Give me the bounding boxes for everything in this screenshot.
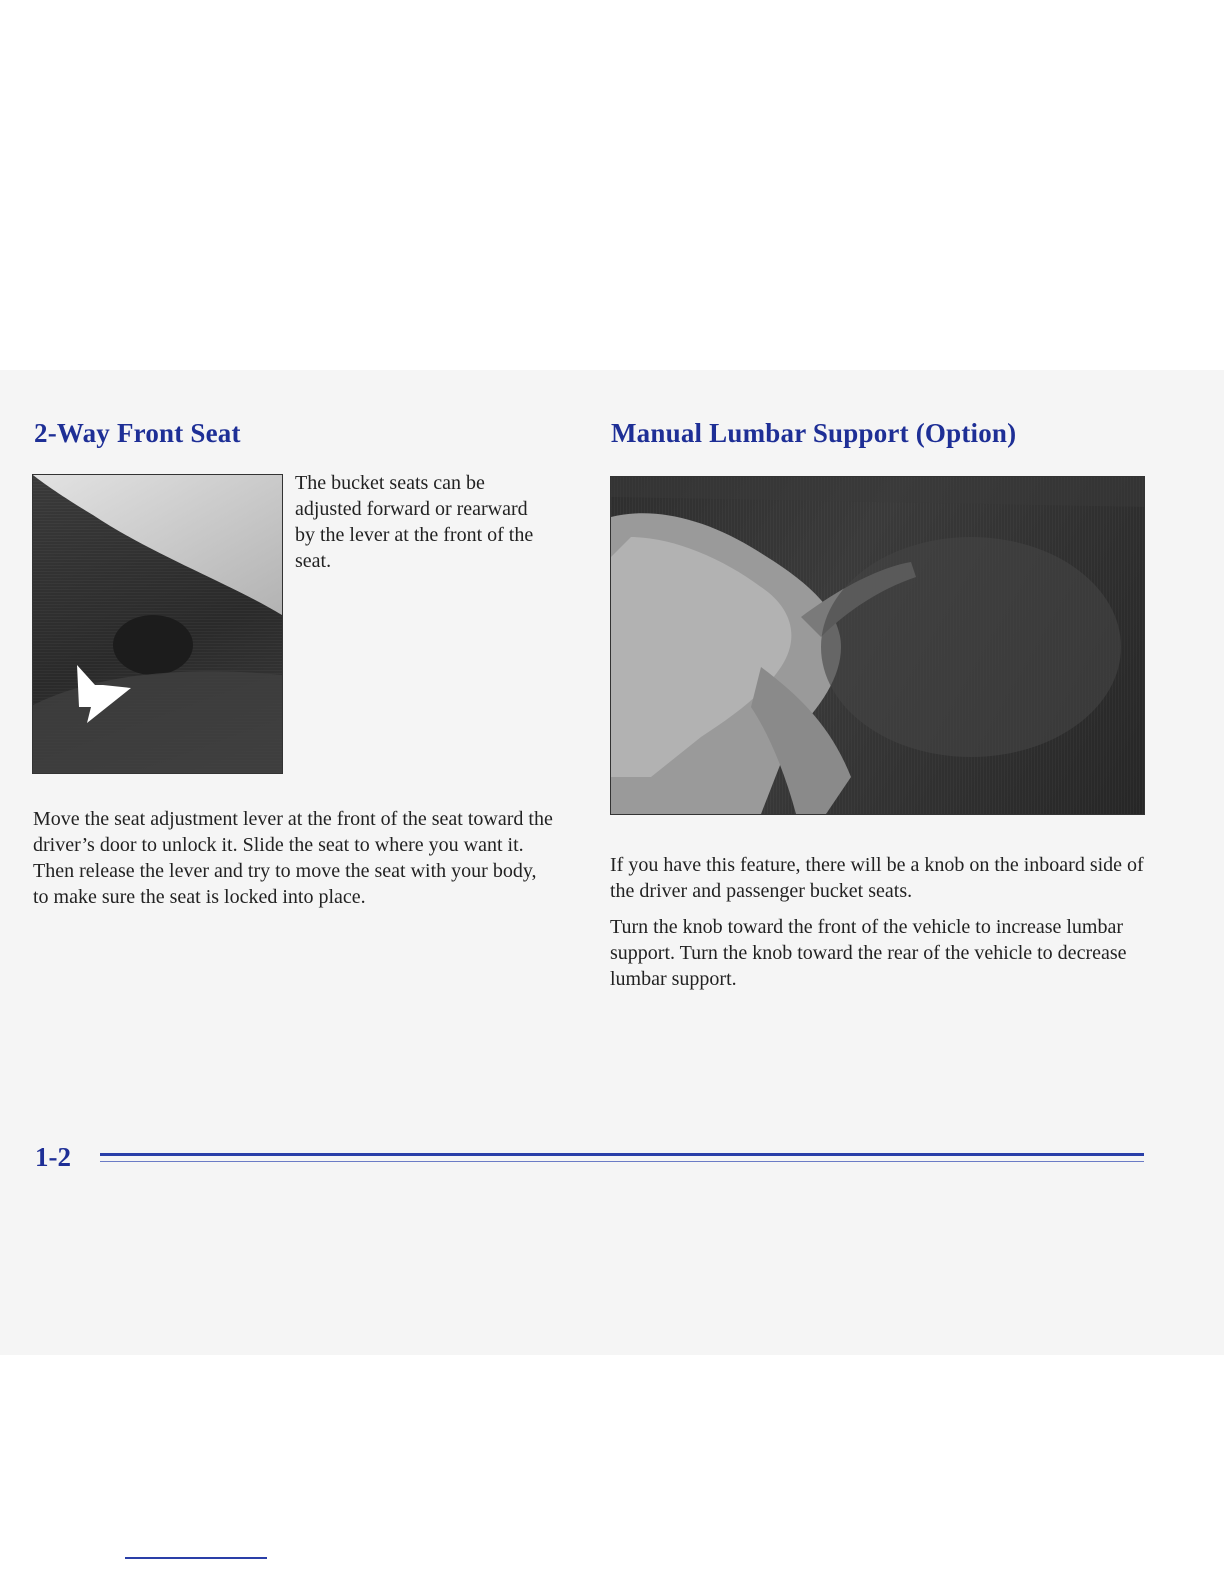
seat-lever-illustration <box>33 475 282 773</box>
section-heading-front-seat: 2-Way Front Seat <box>34 418 241 448</box>
front-seat-intro: The bucket seats can be adjusted forward or rearward by the lever at the front of the seat. <box>295 472 534 572</box>
lumbar-adjust-instructions: Turn the knob toward the front of the vehicle to increase lumbar support. Turn the knob toward the rear of the vehicle to decrease lumbar support. <box>610 916 1127 990</box>
lumbar-feature-description: If you have this feature, there will be a knob on the inboard side of the driver and passenger bucket seats. <box>610 854 1144 902</box>
hand-on-knob-illustration <box>611 477 1144 814</box>
front-seat-instructions: Move the seat adjustment lever at the front of the seat toward the driver’s door to unlock it. Slide the seat to where you want it. Then release the lever and try to move the seat with your body, to make sure the seat is locked into place. <box>33 808 553 908</box>
bottom-divider <box>125 1557 267 1559</box>
seat-lever-photo <box>32 474 283 774</box>
section-heading-lumbar-support: Manual Lumbar Support (Option) <box>611 418 1017 448</box>
footer-rule-thin <box>100 1161 1144 1162</box>
page-number: 1-2 <box>35 1142 71 1172</box>
lumbar-knob-photo <box>610 476 1145 815</box>
footer-rule-thick <box>100 1153 1144 1156</box>
